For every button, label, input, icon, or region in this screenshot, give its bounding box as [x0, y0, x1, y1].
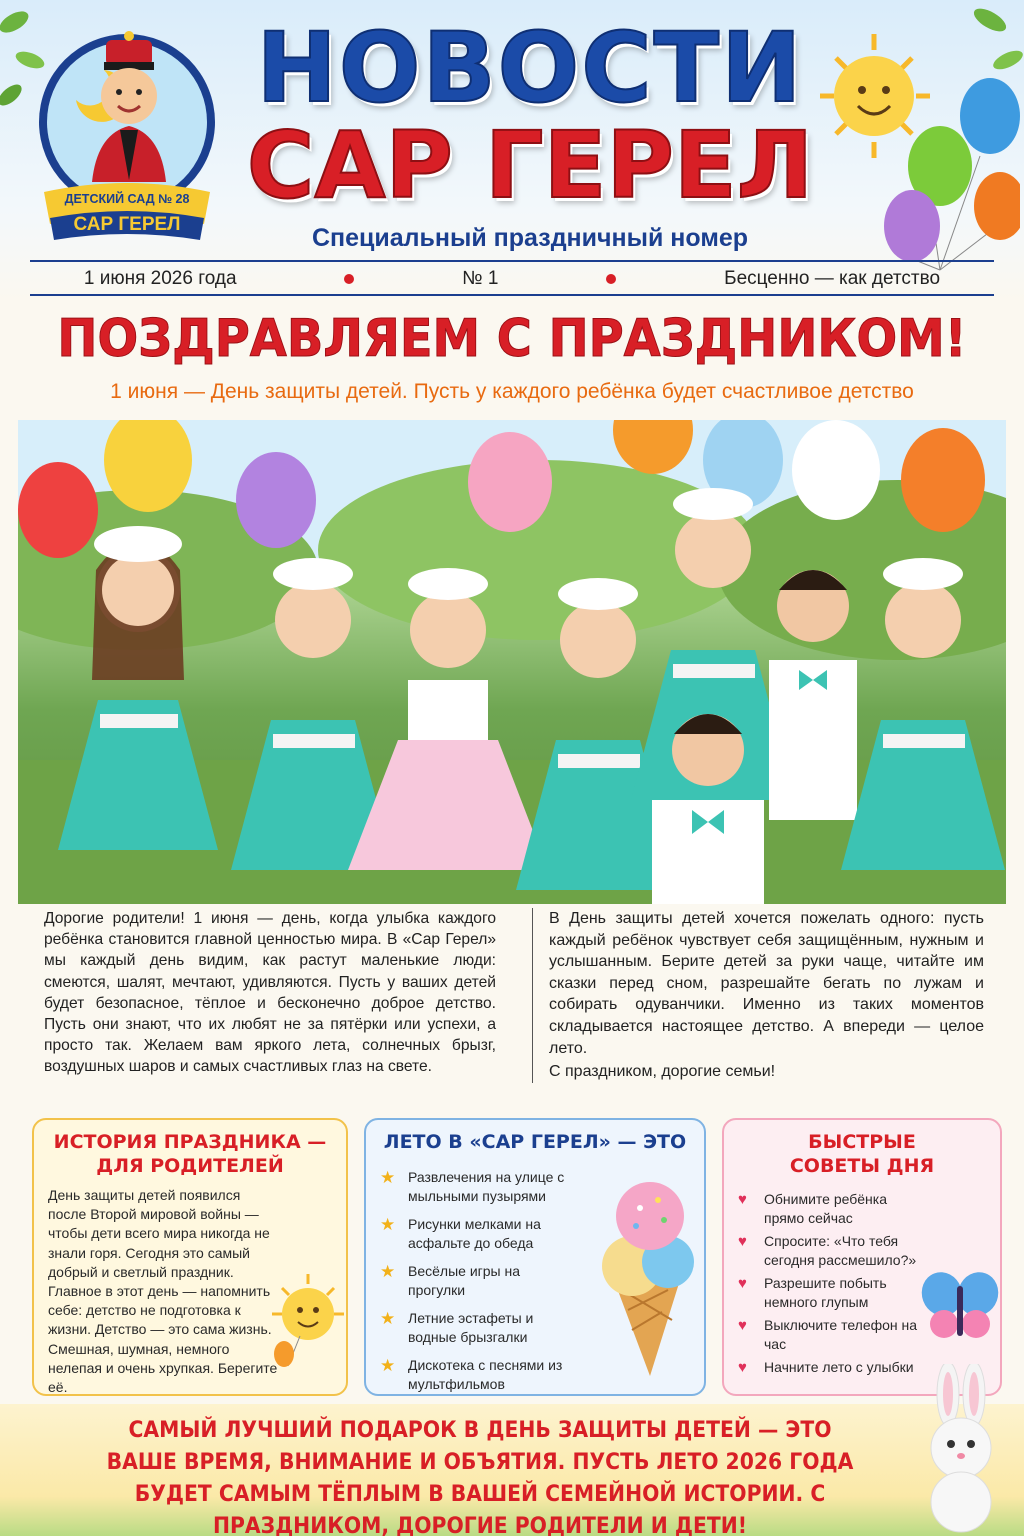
- heart-icon: ♥: [738, 1317, 747, 1334]
- sun-balloons-decoration: [820, 30, 1020, 280]
- heart-icon: ♥: [738, 1233, 747, 1250]
- issue-number: № 1: [462, 268, 499, 289]
- summer-box: [364, 1118, 706, 1396]
- tips-box: [722, 1118, 1002, 1396]
- masthead-title-line2: САР ГЕРЕЛ: [246, 112, 814, 219]
- history-box: [32, 1118, 348, 1396]
- list-item: ♥ Выключите телефон на час: [738, 1317, 918, 1352]
- list-item: ★ Дискотека с песнями из мультфильмов: [380, 1356, 563, 1392]
- children-photo: [18, 420, 1006, 904]
- sun-balloon-illustration: [268, 1270, 348, 1390]
- star-icon: ★: [380, 1309, 396, 1328]
- butterfly-illustration: [920, 1266, 1000, 1346]
- list-item: ♥ Начните лето с улыбки: [738, 1359, 914, 1376]
- article-left-column: Дорогие родители! 1 июня — день, когда улыбка каждого ребёнка становится главной ценностью мира. В «Сар Герел» мы каждый день видим, как растут маленькие люди: смеются, шалят, мечтают, удивляются. Пусть у ваших детей будет безопасное, тёплое и бесконечно доброе детство. Пусть они знают, что их любят не за пятёрки или успехи, а просто так. Желаем вам яркого лета, солнечных брызг, воздушных шаров и самых счастливых глаз на свете.: [44, 910, 496, 1076]
- issue-price: Бесценно — как детство: [724, 268, 941, 289]
- summer-title: ЛЕТО В «САР ГЕРЕЛ» — ЭТО: [383, 1131, 687, 1153]
- article-right-column: [532, 908, 984, 1083]
- list-item: ★ Летние эстафеты и водные брызгалки: [380, 1309, 534, 1345]
- masthead-rule-top: [30, 260, 994, 262]
- article-columns: [44, 908, 984, 1083]
- headline-tagline: 1 июня — День защиты детей. Пусть у каждого ребёнка будет счастливое детство: [110, 380, 914, 403]
- star-icon: ★: [380, 1356, 396, 1375]
- history-title: ИСТОРИЯ ПРАЗДНИКА — ДЛЯ РОДИТЕЛЕЙ: [53, 1131, 327, 1177]
- list-item: ♥ Спросите: «Что тебя сегодня рассмешило?»: [738, 1233, 917, 1268]
- masthead-subtitle: Специальный праздничный номер: [311, 224, 749, 252]
- star-icon: ★: [380, 1262, 396, 1281]
- list-item: ♥ Обнимите ребёнка прямо сейчас: [738, 1191, 888, 1226]
- heart-icon: ♥: [738, 1275, 747, 1292]
- footer-message: САМЫЙ ЛУЧШИЙ ПОДАРОК В ДЕНЬ ЗАЩИТЫ ДЕТЕЙ — ЭТО ВАШЕ ВРЕМЯ, ВНИМАНИЕ И ОБЪЯТИЯ. ПУСТЬ ЛЕТО 2026 ГОДА БУДЕТ САМЫМ ТЁПЛЫМ В ВАШЕЙ СЕМЕЙНОЙ ИСТОРИИ. С ПРАЗДНИКОМ, ДОРОГИЕ РОДИТЕЛИ И ДЕТИ!: [106, 1417, 854, 1536]
- footer-banner: [0, 1404, 1024, 1536]
- logo-caption-line2: САР ГЕРЕЛ: [73, 214, 181, 235]
- kindergarten-logo: [36, 22, 218, 244]
- separator-dot: [606, 274, 616, 284]
- logo-caption-line1: ДЕТСКИЙ САД № 28: [64, 192, 190, 206]
- main-headline: ПОЗДРАВЛЯЕМ С ПРАЗДНИКОМ!: [57, 309, 967, 369]
- article-right-text: В День защиты детей хочется пожелать одного: пусть каждый ребёнок чувствует себя защищённым, нужным и услышанным. Берите детей за руки чаще, читайте им сказки перед сном, разрешайте бегать по лужам и собирать одуванчики. Именно из таких моментов складывается настоящее детство. А впереди — целое лето.: [549, 910, 984, 1057]
- issue-date: 1 июня 2026 года: [83, 268, 237, 289]
- masthead-title-line1: НОВОСТИ: [256, 12, 804, 124]
- heart-icon: ♥: [738, 1359, 747, 1376]
- list-item: ★ Рисунки мелками на асфальте до обеда: [380, 1215, 541, 1251]
- ice-cream-illustration: [592, 1160, 702, 1380]
- separator-dot: [344, 274, 354, 284]
- list-item: ★ Весёлые игры на прогулки: [380, 1262, 520, 1298]
- list-item: ★ Развлечения на улице с мыльными пузырями: [380, 1168, 565, 1204]
- star-icon: ★: [380, 1168, 396, 1187]
- list-item: ♥ Разрешите побыть немного глупым: [738, 1275, 887, 1310]
- tips-title: БЫСТРЫЕ СОВЕТЫ ДНЯ: [789, 1131, 935, 1177]
- star-icon: ★: [380, 1215, 396, 1234]
- history-text: День защиты детей появился после Второй мировой войны — чтобы дети всего мира никогда не знали горя. Сегодня это самый добрый и светлый праздник. Главное в этот день — напомнить себе: детство не подготовка к жизни. Детство — это сама жизнь. Смешная, шумная, немного нелепая и очень хрупкая. Берегите её.: [48, 1187, 278, 1396]
- masthead-rule-bottom: [30, 294, 994, 296]
- heart-icon: ♥: [738, 1191, 747, 1208]
- article-right-closing: С праздником, дорогие семьи!: [549, 1063, 776, 1081]
- masthead-meta-bar: [30, 264, 994, 294]
- bunny-illustration: [908, 1364, 1018, 1534]
